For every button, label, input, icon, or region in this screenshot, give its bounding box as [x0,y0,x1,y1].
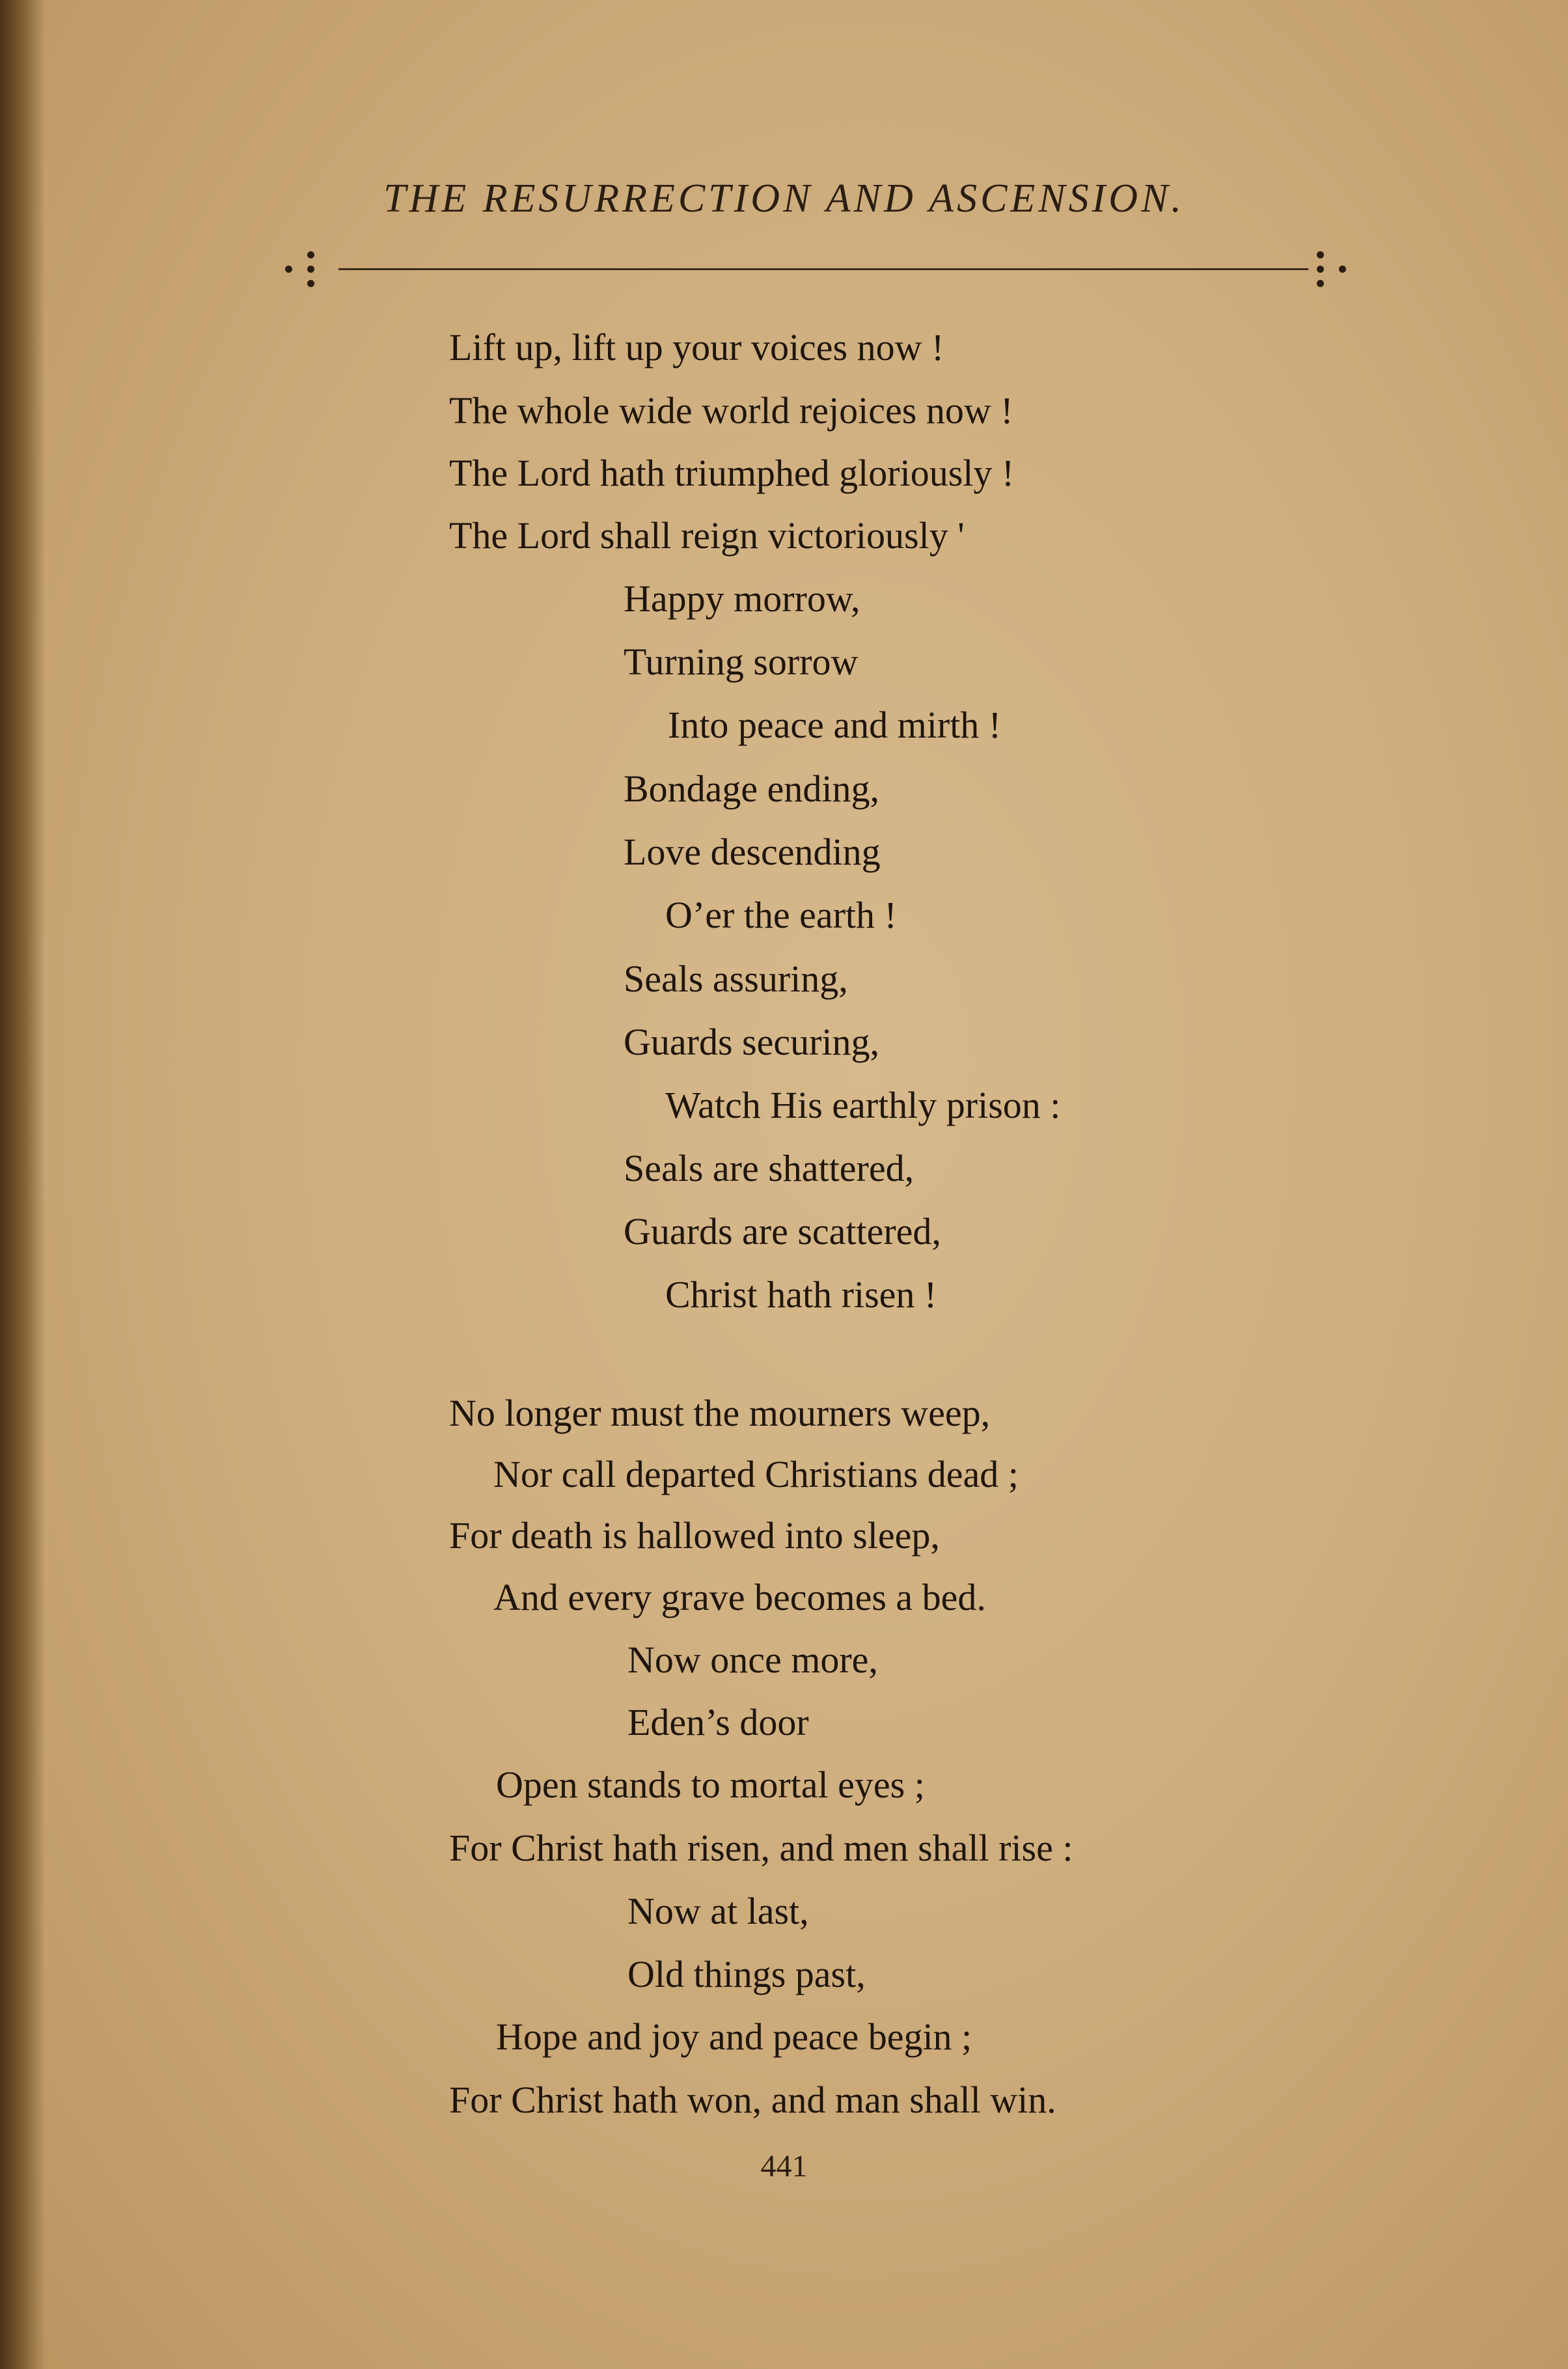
poem-line: Christ hath risen ! [665,1273,937,1316]
poem-line: Now at last, [627,1890,809,1932]
poem-line: The whole wide world rejoices now ! [449,389,1013,432]
poem-line: The Lord hath triumphed gloriously ! [449,452,1015,494]
poem-line: Love descending [624,831,881,873]
poem-line: Open stands to mortal eyes ; [496,1764,925,1806]
poem-line: Hope and joy and peace begin ; [496,2016,972,2058]
poem-line: O’er the earth ! [665,894,897,936]
poem-line: Old things past, [627,1953,866,1995]
poem-line: Watch His earthly prison : [665,1084,1061,1126]
page-number: 441 [760,2149,808,2183]
poem-line: For Christ hath won, and man shall win. [449,2079,1056,2121]
poem-line: The Lord shall reign victoriously ' [449,514,965,557]
running-head: THE RESURRECTION AND ASCENSION. [383,176,1185,221]
rule-ornament-left-icon [280,246,319,292]
book-spine-edge [0,0,46,2369]
poem-line: Happy morrow, [624,577,860,620]
rule-ornament-right-icon [1312,246,1351,292]
poem-line: Into peace and mirth ! [668,704,1002,746]
poem-line: Seals are shattered, [624,1147,915,1189]
poem-line: And every grave becomes a bed. [493,1576,986,1618]
poem-line: Lift up, lift up your voices now ! [449,326,944,368]
poem-line: Nor call departed Christians dead ; [493,1453,1019,1495]
poem-line: For Christ hath risen, and men shall rise : [449,1827,1073,1869]
poem-line: Eden’s door [627,1701,809,1743]
header-rule [338,268,1308,270]
poem-line: Seals assuring, [624,958,848,1000]
poem-line: Now once more, [627,1639,878,1681]
poem-line: Guards are scattered, [624,1210,941,1253]
poem-line: For death is hallowed into sleep, [449,1514,940,1557]
poem-line: Turning sorrow [624,641,859,683]
poem-line: Guards securing, [624,1021,880,1063]
poem-line: Bondage ending, [624,768,880,810]
poem-line: No longer must the mourners weep, [449,1392,991,1434]
